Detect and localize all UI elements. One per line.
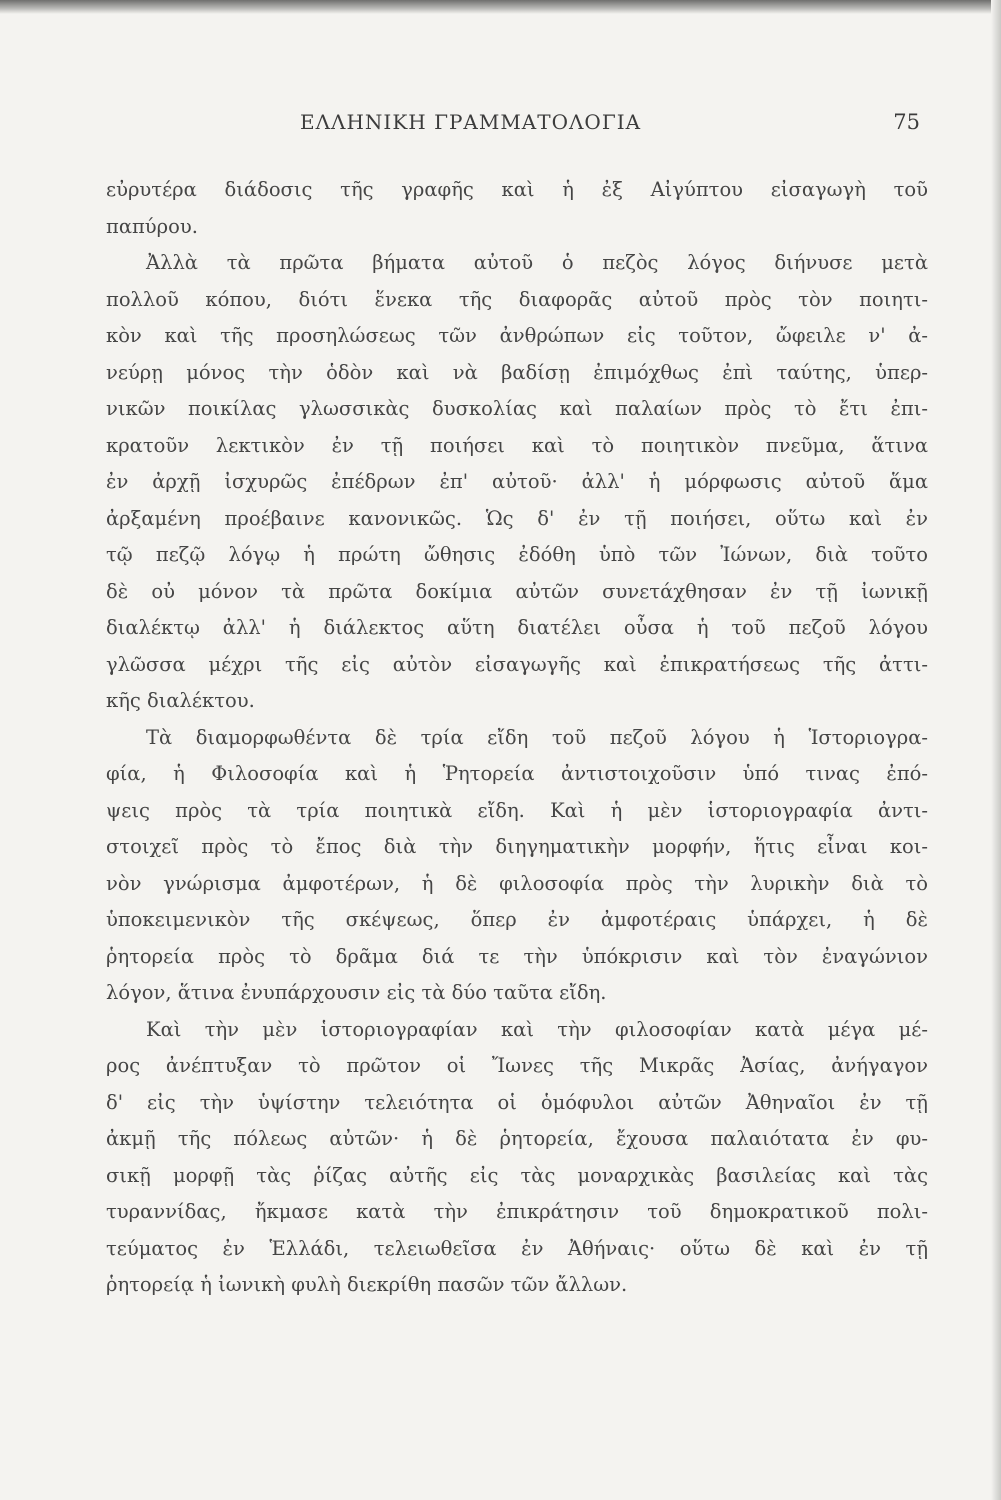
text-line: στοιχεῖ πρὸς τὸ ἔπος διὰ τὴν διηγηματικὴν μορφήν, ἥτις εἶναι κοι- (106, 835, 928, 858)
paragraph (106, 1012, 928, 1304)
text-line: δὲ οὐ μόνον τὰ πρῶτα δοκίμια αὐτῶν συνετάχθησαν ἐν τῇ ἰωνικῇ (106, 579, 928, 603)
text-line: γλῶσσα μέχρι τῆς εἰς αὐτὸν εἰσαγωγῆς καὶ ἐπικρατήσεως τῆς ἀττι- (106, 652, 928, 676)
text-line: νὸν γνώρισμα ἀμφοτέρων, ἡ δὲ φιλοσοφία πρὸς τὴν λυρικὴν διὰ τὸ (106, 871, 928, 895)
text-line: ἀρξαμένη προέβαινε κανονικῶς. Ὡς δ' ἐν τῇ ποιήσει, οὕτω καὶ ἐν (106, 506, 928, 530)
text-line: νικῶν ποικίλας γλωσσικὰς δυσκολίας καὶ παλαίων πρὸς τὸ ἔτι ἐπι- (106, 397, 928, 420)
page-right-shadow (991, 0, 1001, 1500)
text-line: ψεις πρὸς τὰ τρία ποιητικὰ εἴδη. Καὶ ἡ μὲν ἱστοριογραφία ἀντι- (106, 798, 928, 822)
text-line: νεύρῃ μόνος τὴν ὁδὸν καὶ νὰ βαδίσῃ ἐπιμόχθως ἐπὶ ταύτης, ὑπερ- (106, 360, 928, 384)
text-line: ὑποκειμενικὸν τῆς σκέψεως, ὅπερ ἐν ἀμφοτέραις ὑπάρχει, ἡ δὲ (106, 908, 928, 931)
text-line: τεύματος ἐν Ἑλλάδι, τελειωθεῖσα ἐν Ἀθήναις· οὕτω δὲ καὶ ἐν τῇ (106, 1236, 928, 1260)
text-line: σικῇ μορφῇ τὰς ῥίζας αὐτῆς εἰς τὰς μοναρχικὰς βασιλείας καὶ τὰς (106, 1163, 928, 1187)
text-line: Καὶ τὴν μὲν ἱστοριογραφίαν καὶ τὴν φιλοσοφίαν κατὰ μέγα μέ- (146, 1017, 928, 1041)
text-line: ἀκμῇ τῆς πόλεως αὐτῶν· ἡ δὲ ῥητορεία, ἔχουσα παλαιότατα ἐν φυ- (106, 1127, 928, 1150)
text-line: τῷ πεζῷ λόγῳ ἡ πρώτη ὤθησις ἐδόθη ὑπὸ τῶν Ἰώνων, διὰ τοῦτο (106, 543, 928, 566)
text-line: δ' εἰς τὴν ὑψίστην τελειότητα οἱ ὁμόφυλοι αὐτῶν Ἀθηναῖοι ἐν τῇ (106, 1090, 928, 1114)
text-line: διαλέκτῳ ἀλλ' ἡ διάλεκτος αὕτη διατέλει οὖσα ἡ τοῦ πεζοῦ λόγου (106, 616, 928, 639)
running-header (100, 110, 920, 150)
text-line: Τὰ διαμορφωθέντα δὲ τρία εἴδη τοῦ πεζοῦ λόγου ἡ Ἱστοριογρα- (146, 725, 928, 749)
page-number: 75 (893, 110, 920, 134)
text-line: κῆς διαλέκτου. (106, 689, 255, 712)
text-line: ἐν ἀρχῇ ἰσχυρῶς ἐπέδρων ἐπ' αὐτοῦ· ἀλλ' ἡ μόρφωσις αὐτοῦ ἅμα (106, 470, 928, 493)
text-line: κὸν καὶ τῆς προσηλώσεως τῶν ἀνθρώπων εἰς τοῦτον, ὤφειλε ν' ἀ- (106, 324, 928, 347)
text-line: Ἀλλὰ τὰ πρῶτα βήματα αὐτοῦ ὁ πεζὸς λόγος διήνυσε μετὰ (146, 251, 928, 274)
page-top-shadow (0, 0, 1001, 14)
paragraph (106, 172, 928, 245)
body-text (106, 172, 928, 1304)
text-line: ῥητορείᾳ ἡ ἰωνικὴ φυλὴ διεκρίθη πασῶν τῶν ἄλλων. (106, 1273, 628, 1296)
text-line: παπύρου. (106, 214, 198, 238)
text-line: κρατοῦν λεκτικὸν ἐν τῇ ποιήσει καὶ τὸ ποιητικὸν πνεῦμα, ἅτινα (106, 433, 928, 457)
paragraph (106, 720, 928, 1012)
text-line: τυραννίδας, ἤκμασε κατὰ τὴν ἐπικράτησιν τοῦ δημοκρατικοῦ πολι- (106, 1200, 928, 1223)
running-title: ΕΛΛΗΝΙΚΗ ΓΡΑΜΜΑΤΟΛΟΓΙΑ (300, 110, 642, 134)
text-line: εὐρυτέρα διάδοσις τῆς γραφῆς καὶ ἡ ἐξ Αἰγύπτου εἰσαγωγὴ τοῦ (106, 178, 928, 201)
text-line: λόγον, ἅτινα ἐνυπάρχουσιν εἰς τὰ δύο ταῦτα εἴδη. (106, 981, 607, 1004)
text-line: ῥητορεία πρὸς τὸ δρᾶμα διά τε τὴν ὑπόκρισιν καὶ τὸν ἐναγώνιον (106, 944, 928, 968)
text-line: φία, ἡ Φιλοσοφία καὶ ἡ Ῥητορεία ἀντιστοιχοῦσιν ὑπό τινας ἐπό- (106, 762, 928, 785)
paragraph (106, 245, 928, 720)
text-line: πολλοῦ κόπου, διότι ἕνεκα τῆς διαφορᾶς αὐτοῦ πρὸς τὸν ποιητι- (106, 287, 928, 311)
text-line: ρος ἀνέπτυξαν τὸ πρῶτον οἱ Ἴωνες τῆς Μικρᾶς Ἀσίας, ἀνήγαγον (106, 1054, 928, 1077)
